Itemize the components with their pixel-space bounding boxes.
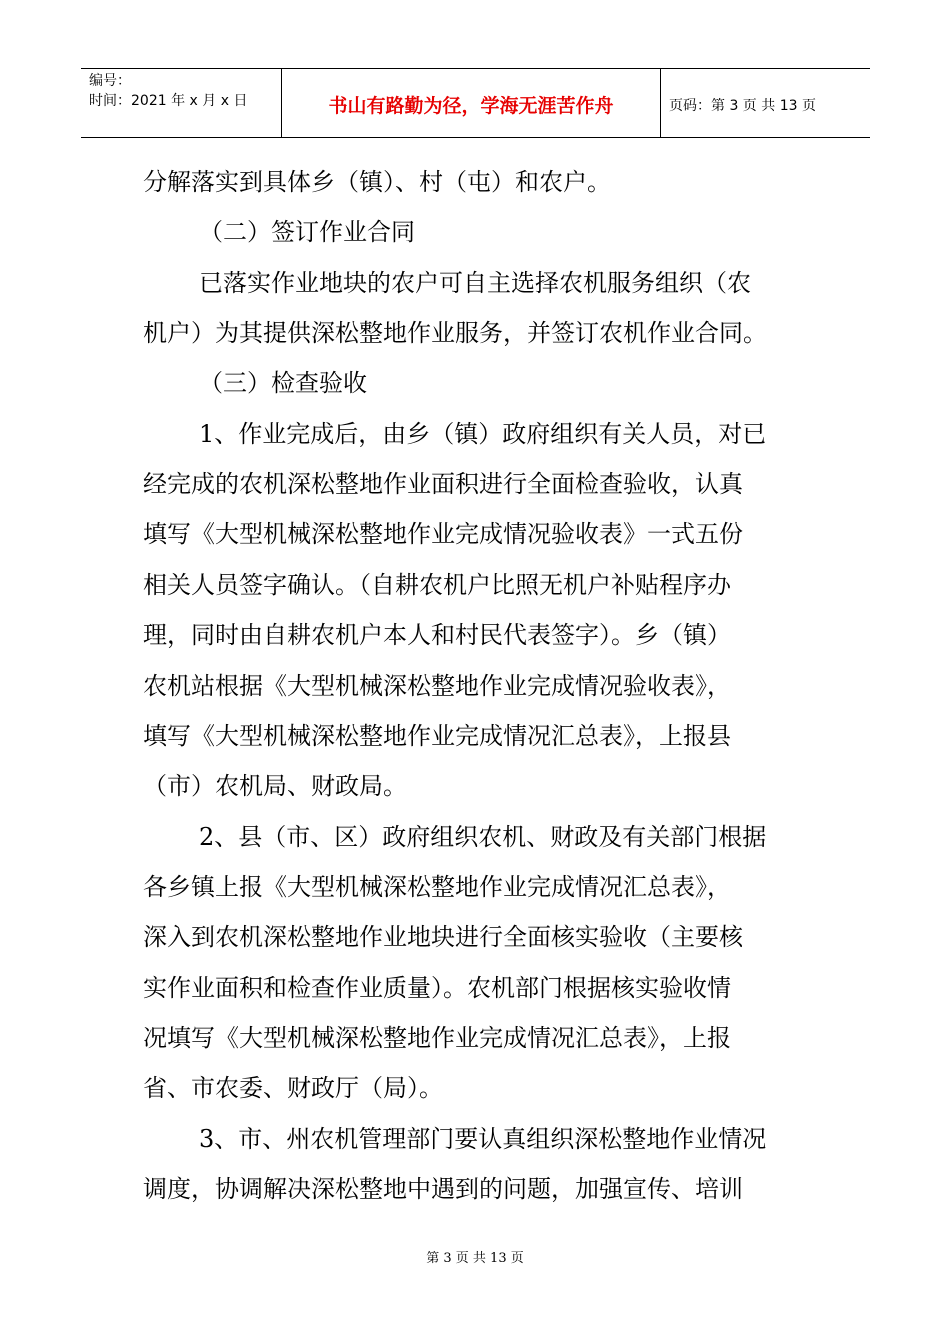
header-motto-cell — [282, 69, 661, 137]
body-line: 调度，协调解决深松整地中遇到的问题，加强宣传、培训 — [143, 1175, 743, 1203]
body-line: 经完成的农机深松整地作业面积进行全面检查验收，认真 — [143, 470, 743, 498]
body-line: 分解落实到具体乡（镇）、村（屯）和农户。 — [143, 168, 611, 196]
body-line: 深入到农机深松整地作业地块进行全面核实验收（主要核 — [143, 923, 743, 951]
body-line: 1、作业完成后，由乡（镇）政府组织有关人员，对已 — [199, 420, 767, 448]
page-footer: 第 3 页 共 13 页 — [426, 1251, 524, 1266]
body-line: 相关人员签字确认。（自耕农机户比照无机户补贴程序办 — [143, 571, 731, 599]
body-line: 理，同时由自耕农机户本人和村民代表签字）。乡（镇） — [143, 621, 731, 649]
body-line: 况填写《大型机械深松整地作业完成情况汇总表》，上报 — [143, 1024, 731, 1052]
body-line: 填写《大型机械深松整地作业完成情况验收表》一式五份 — [143, 520, 743, 548]
page-info: 页码：第 3 页 共 13 页 — [669, 98, 816, 114]
body-line: 省、市农委、财政厅（局）。 — [143, 1074, 443, 1102]
section-heading: （二）签订作业合同 — [199, 218, 415, 246]
body-line: 2、县（市、区）政府组织农机、财政及有关部门根据 — [199, 823, 767, 851]
body-line: 机户）为其提供深松整地作业服务，并签订农机作业合同。 — [143, 319, 767, 347]
body-line: 各乡镇上报《大型机械深松整地作业完成情况汇总表》， — [143, 873, 731, 901]
header-meta-cell — [81, 69, 282, 137]
document-header — [81, 68, 870, 138]
header-page-cell — [661, 69, 870, 137]
body-line: （市）农机局、财政局。 — [143, 772, 407, 800]
section-heading: （三）检查验收 — [199, 369, 367, 397]
body-line: 农机站根据《大型机械深松整地作业完成情况验收表》， — [143, 672, 731, 700]
number-label: 编号： — [89, 73, 131, 89]
body-line: 已落实作业地块的农户可自主选择农机服务组织（农 — [199, 269, 751, 297]
body-line: 3、市、州农机管理部门要认真组织深松整地作业情况 — [199, 1125, 767, 1153]
time-label: 时间：2021 年 x 月 x 日 — [89, 93, 248, 109]
body-line: 填写《大型机械深松整地作业完成情况汇总表》，上报县 — [143, 722, 731, 750]
motto-text: 书山有路勤为径，学海无涯苦作舟 — [328, 95, 614, 117]
body-line: 实作业面积和检查作业质量）。农机部门根据核实验收情 — [143, 974, 731, 1002]
